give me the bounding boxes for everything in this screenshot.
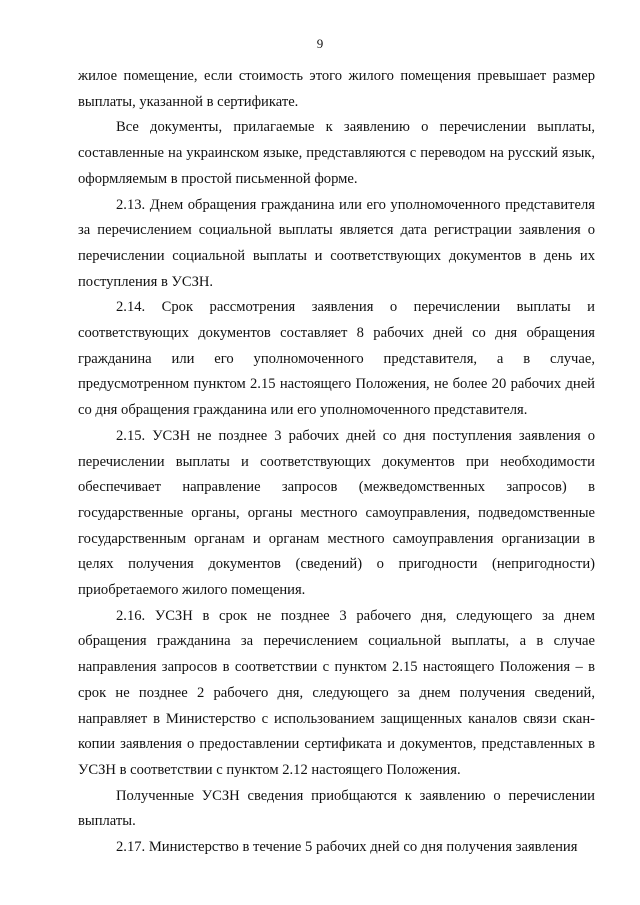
paragraph-received-info: Полученные УСЗН сведения приобщаются к заявлению о перечислении выплаты. <box>78 787 595 830</box>
paragraph-continuation: жилое помещение, если стоимость этого жилого помещения превышает размер выплаты, указанной в сертификате. <box>78 68 595 110</box>
paragraph-2-17: 2.17. Министерство в течение 5 рабочих дней со дня получения заявления <box>116 839 578 856</box>
page-number: 9 <box>316 36 324 51</box>
paragraph-ukrainian-documents: Все документы, прилагаемые к заявлению о перечислении выплаты, составленные на украинском языке, представляются с переводом на русский язык, оформляемым в простой письменной форме. <box>78 119 595 187</box>
paragraph-2-15: 2.15. УСЗН не позднее 3 рабочих дней со дня поступления заявления о перечислении выплаты и соответствующих документов при необходимости обеспечивает направление запросов (межведомственных запросов) в государственные органы, органы местного самоуправления, подведомственные государственным органам и органам местного самоуправления организации в целях получения документов (сведений) о пригодности (непригодности) приобретаемого жилого помещения. <box>78 427 595 599</box>
paragraph-2-16: 2.16. УСЗН в срок не позднее 3 рабочего дня, следующего за днем обращения гражданина за перечислением социальной выплаты, а в случае направления запросов в соответствии с пунктом 2.15 настоящего Положения – в срок не позднее 2 рабочего дня, следующего за днем получения сведений, направляет в Министерство с использованием защищенных каналов связи скан-копии заявления о предоставлении сертификата и документов, представленных в УСЗН в соответствии с пунктом 2.12 настоящего Положения. <box>78 607 595 778</box>
paragraph-2-13: 2.13. Днем обращения гражданина или его уполномоченного представителя за перечислением социальной выплаты является дата регистрации заявления о перечислении социальной выплаты и соответствующих документов в день их поступления в УСЗН. <box>78 196 595 290</box>
document-body <box>78 64 595 861</box>
paragraph-2-14: 2.14. Срок рассмотрения заявления о перечислении выплаты и соответствующих документов составляет 8 рабочих дней со дня обращения гражданина или его уполномоченного представителя, а в случае, предусмотренном пунктом 2.15 настоящего Положения, не более 20 рабочих дней со дня обращения гражданина или его уполномоченного представителя. <box>78 299 595 419</box>
